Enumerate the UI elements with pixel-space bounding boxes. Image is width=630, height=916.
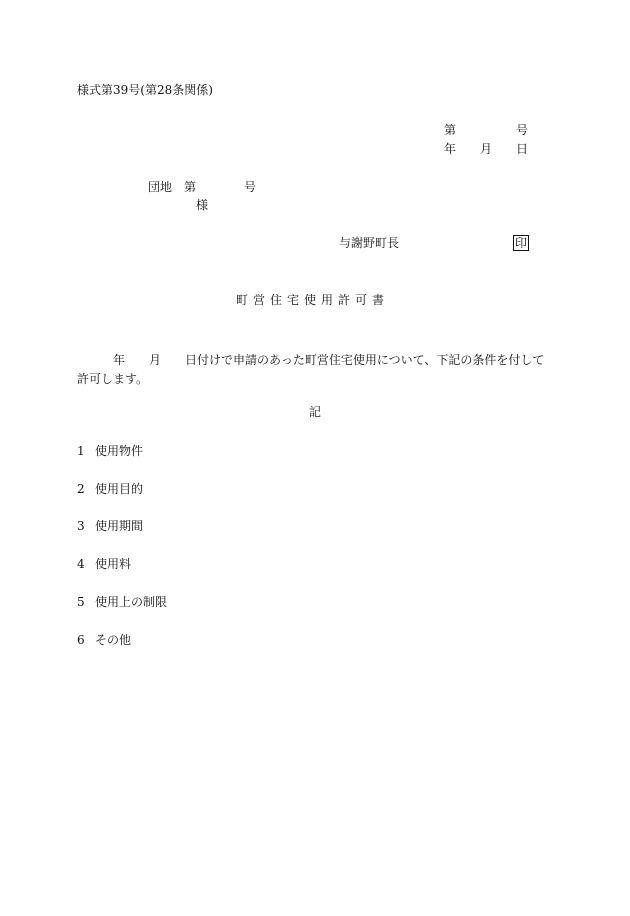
item-number: 3 [77, 519, 85, 533]
item-label: 使用上の制限 [95, 595, 168, 609]
list-item [77, 520, 143, 532]
item-number: 5 [77, 595, 85, 609]
item-label: 使用料 [95, 557, 132, 571]
list-item [77, 558, 131, 570]
recipient-go: 号 [244, 180, 257, 194]
doc-date-year: 年 [444, 142, 457, 156]
item-number: 4 [77, 557, 85, 571]
doc-date-day: 日 [516, 142, 529, 156]
recipient-dai: 第 [184, 180, 197, 194]
item-label: 使用目的 [95, 482, 144, 496]
item-label: 使用物件 [95, 444, 144, 458]
list-item [77, 634, 131, 646]
ki-heading: 記 [309, 405, 322, 419]
doc-date-month: 月 [480, 142, 493, 156]
body-month: 月 [149, 353, 162, 367]
item-label: その他 [95, 633, 132, 647]
doc-number-go: 号 [516, 123, 529, 137]
item-number: 6 [77, 633, 85, 647]
recipient-sama: 様 [196, 198, 209, 212]
seal-stamp [513, 235, 529, 251]
seal-stamp-text: 印 [515, 236, 528, 250]
document-title: 町営住宅使用許可書 [236, 293, 390, 307]
list-item [77, 483, 143, 495]
list-item [77, 596, 167, 608]
recipient-danchi: 団地 [148, 180, 173, 194]
issuer-name: 与謝野町長 [339, 236, 400, 250]
body-text: 日付けで申請のあった町営住宅使用について、下記の条件を付して許可します。 [77, 353, 545, 386]
item-label: 使用期間 [95, 519, 144, 533]
form-label: 様式第39号(第28条関係) [77, 83, 213, 97]
body-paragraph [77, 351, 555, 389]
doc-number-dai: 第 [444, 123, 457, 137]
item-number: 1 [77, 444, 85, 458]
list-item [77, 445, 143, 457]
item-number: 2 [77, 482, 85, 496]
body-year: 年 [113, 353, 126, 367]
